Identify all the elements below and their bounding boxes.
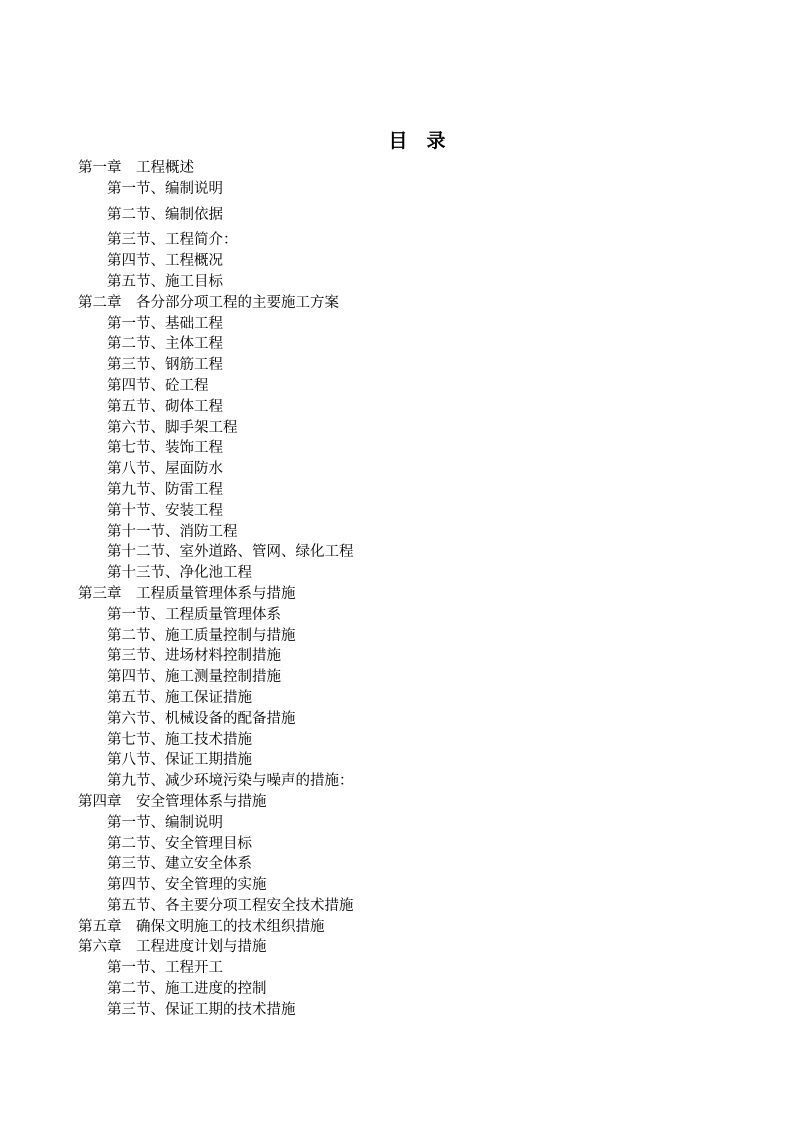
toc-section-entry: 第五节、各主要分项工程安全技术措施 [107, 897, 354, 914]
toc-section-entry: 第十二节、室外道路、管网、绿化工程 [107, 544, 354, 561]
toc-section-entry: 第十三节、净化池工程 [107, 565, 252, 582]
toc-section-entry: 第一节、工程质量管理体系 [107, 606, 281, 623]
toc-title: 目 录 [388, 130, 446, 152]
toc-section-entry: 第十节、安装工程 [107, 502, 223, 519]
table-of-contents [78, 158, 758, 1021]
toc-chapter-entry: 第五章 确保文明施工的技术组织措施 [78, 918, 325, 935]
toc-section-entry: 第六节、机械设备的配备措施 [107, 710, 296, 727]
toc-section-entry: 第一节、工程开工 [107, 960, 223, 977]
toc-section-entry: 第三节、保证工期的技术措施 [107, 1001, 296, 1018]
toc-section-entry: 第五节、砌体工程 [107, 398, 223, 415]
toc-section-entry: 第一节、编制说明 [107, 180, 223, 197]
toc-section-entry: 第一节、编制说明 [107, 814, 223, 831]
toc-section-entry: 第一节、基础工程 [107, 315, 223, 332]
toc-section-entry: 第三节、钢筋工程 [107, 357, 223, 374]
toc-section-entry: 第八节、保证工期措施 [107, 752, 252, 769]
toc-section-entry: 第三节、工程简介： [107, 232, 238, 249]
toc-chapter-entry: 第三章 工程质量管理体系与措施 [78, 585, 296, 602]
toc-section-entry: 第二节、安全管理目标 [107, 835, 252, 852]
toc-section-entry: 第二节、施工质量控制与措施 [107, 627, 296, 644]
toc-section-entry: 第二节、编制依据 [107, 206, 223, 223]
toc-section-entry: 第四节、安全管理的实施 [107, 877, 267, 894]
toc-section-entry: 第九节、防雷工程 [107, 481, 223, 498]
toc-chapter-entry: 第一章 工程概述 [78, 160, 194, 176]
toc-section-entry: 第四节、工程概况 [107, 253, 223, 270]
toc-section-entry: 第四节、砼工程 [107, 377, 209, 394]
toc-section-entry: 第四节、施工测量控制措施 [107, 669, 281, 686]
toc-section-entry: 第六节、脚手架工程 [107, 419, 238, 436]
toc-section-entry: 第五节、施工保证措施 [107, 689, 252, 706]
toc-section-entry: 第七节、施工技术措施 [107, 731, 252, 748]
toc-section-entry: 第三节、进场材料控制措施 [107, 648, 281, 665]
toc-section-entry: 第十一节、消防工程 [107, 523, 238, 540]
toc-section-entry: 第三节、建立安全体系 [107, 856, 252, 873]
toc-chapter-entry: 第二章 各分部分项工程的主要施工方案 [78, 294, 339, 311]
toc-section-entry: 第五节、施工目标 [107, 273, 223, 290]
toc-section-entry: 第八节、屋面防水 [107, 461, 223, 478]
toc-section-entry: 第二节、主体工程 [107, 336, 223, 353]
toc-section-entry: 第七节、装饰工程 [107, 440, 223, 457]
toc-section-entry: 第二节、施工进度的控制 [107, 981, 267, 998]
toc-section-entry: 第九节、减少环境污染与噪声的措施： [107, 773, 354, 790]
toc-chapter-entry: 第四章 安全管理体系与措施 [78, 793, 267, 810]
toc-chapter-entry: 第六章 工程进度计划与措施 [78, 939, 267, 956]
